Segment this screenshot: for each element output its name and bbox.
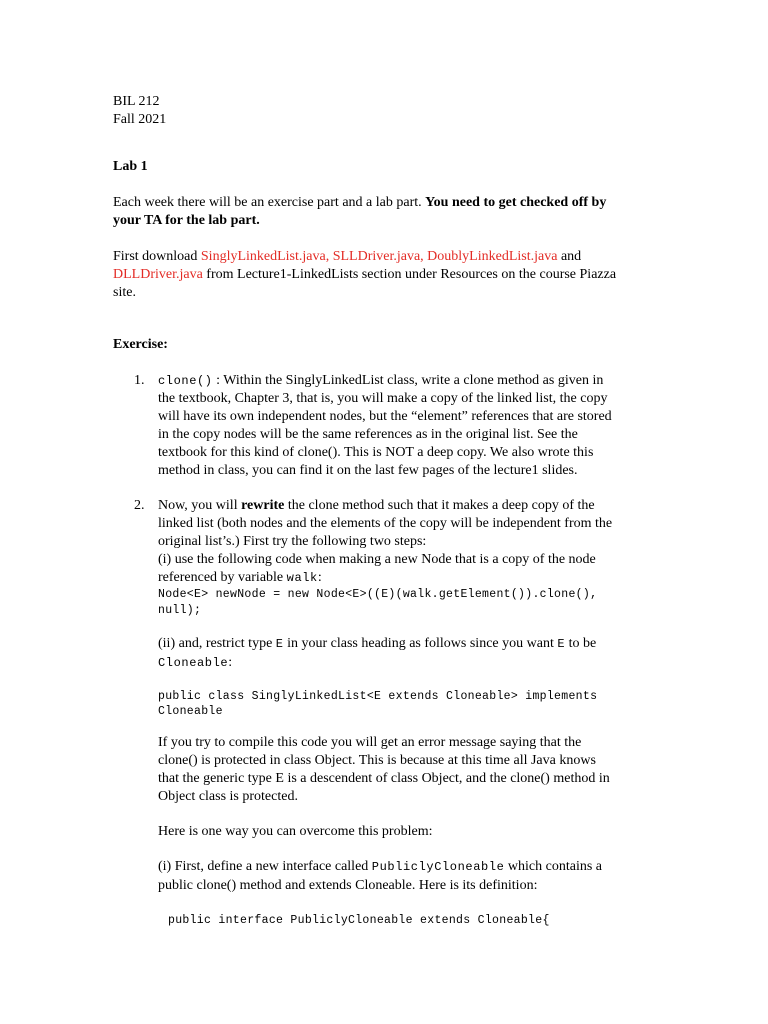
para-2: Here is one way you can overcome this problem: <box>158 824 433 839</box>
item-2-ii-line-1 <box>158 635 596 653</box>
item-2-l5-b: : <box>317 570 322 585</box>
download-rest: from Lecture1-LinkedLists section under Resources on the course Piazza <box>202 267 617 282</box>
intro-plain: Each week there will be an exercise part and a lab part. <box>113 195 426 210</box>
course-code: BIL 212 <box>113 94 160 109</box>
code-interface: public interface PubliclyCloneable extends Cloneable{ <box>168 914 550 927</box>
item-2-walk-code: walk <box>286 571 318 585</box>
download-line-2 <box>113 266 616 284</box>
p3-b: which contains a <box>504 859 603 874</box>
term: Fall 2021 <box>113 112 167 127</box>
download-line-1 <box>113 248 581 266</box>
item-1-line-1 <box>158 372 603 390</box>
para-1-line-4: Object class is protected. <box>158 789 298 804</box>
item-2-line-4: (i) use the following code when making a new Node that is a copy of the node <box>158 552 596 567</box>
item-1-line-6: method in class, you can find it on the last few pages of the lecture1 slides. <box>158 463 578 478</box>
ii-c: to be <box>565 636 597 651</box>
exercise-heading <box>113 336 168 354</box>
item-1-first-rest: : Within the SinglyLinkedList class, write a clone method as given in <box>212 373 604 388</box>
download-prefix: First download <box>113 249 201 264</box>
item-1-line-2: the textbook, Chapter 3, that is, you will make a copy of the linked list, the copy <box>158 391 608 406</box>
download-line-3: site. <box>113 285 136 300</box>
exercise-heading-text: Exercise: <box>113 337 168 352</box>
item-2-number: 2. <box>134 498 145 513</box>
para-3-line-1 <box>158 858 602 876</box>
item-2-line-3: original list’s.) First try the following two steps: <box>158 534 427 549</box>
intro-bold-1: You need to get checked off by <box>425 195 607 210</box>
lab-title <box>113 158 148 176</box>
download-links[interactable]: SinglyLinkedList.java, SLLDriver.java, DoublyLinkedList.java <box>200 249 558 264</box>
item-2-line-2: linked list (both nodes and the elements of the copy will be independent from the <box>158 516 613 531</box>
p3-code: PubliclyCloneable <box>371 860 505 874</box>
code-class-heading: public class SinglyLinkedList<E extends Cloneable> implements <box>158 690 598 703</box>
intro-line-1 <box>113 194 606 212</box>
item-1-line-5: textbook for this kind of clone(). This is NOT a deep copy. We also wrote this <box>158 445 594 460</box>
item-2-l5-a: referenced by variable <box>158 570 287 585</box>
ii-code-e2: E <box>557 637 566 651</box>
code-cloneable: Cloneable <box>158 705 223 718</box>
p3-a: (i) First, define a new interface called <box>158 859 372 874</box>
item-2-line-5 <box>158 569 322 587</box>
item-2-line-1 <box>158 497 595 515</box>
code-null: null); <box>158 604 202 617</box>
download-link-dlldriver[interactable]: DLLDriver.java <box>113 267 203 282</box>
item-1-number: 1. <box>134 373 145 388</box>
ii-code-cloneable: Cloneable <box>158 656 229 670</box>
lab-title-text: Lab 1 <box>113 159 148 174</box>
intro-bold-2: your TA for the lab part. <box>113 213 260 228</box>
item-1-code: clone() <box>158 374 213 388</box>
para-1-line-2: clone() is protected in class Object. This is because at this time all Java knows <box>158 753 596 768</box>
code-new-node: Node<E> newNode = new Node<E>((E)(walk.getElement()).clone(), <box>158 588 598 601</box>
ii-d: : <box>228 655 233 670</box>
para-1-line-3: that the generic type E is a descendent of class Object, and the clone() method in <box>158 771 610 786</box>
ii-code-e1: E <box>275 637 284 651</box>
item-2-l1-a: Now, you will <box>158 498 242 513</box>
item-1-line-4: in the copy nodes will be the same references as in the original list. See the <box>158 427 578 442</box>
item-1-line-3: will have its own independent nodes, but the “element” references that are stored <box>158 409 612 424</box>
item-2-l1-b: the clone method such that it makes a deep copy of the <box>284 498 595 513</box>
ii-b: in your class heading as follows since you want <box>283 636 558 651</box>
intro-line-2 <box>113 212 260 230</box>
item-2-rewrite: rewrite <box>241 498 285 513</box>
para-3-line-2: public clone() method and extends Cloneable. Here is its definition: <box>158 878 538 893</box>
item-2-ii-line-2 <box>158 654 232 672</box>
ii-a: (ii) and, restrict type <box>158 636 276 651</box>
para-1-line-1: If you try to compile this code you will get an error message saying that the <box>158 735 582 750</box>
download-and: and <box>557 249 582 264</box>
